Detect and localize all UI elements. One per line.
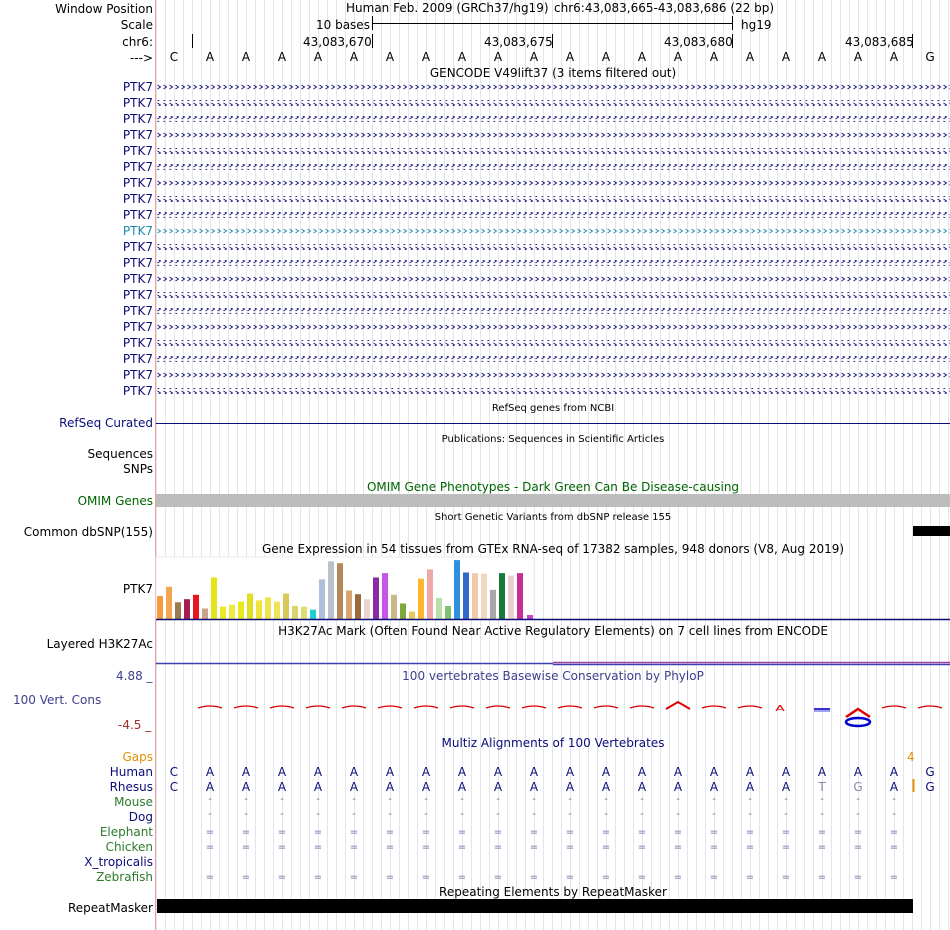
window-position-label: Window Position — [55, 2, 153, 16]
alignment-base: A — [421, 765, 431, 779]
alignment-base: - — [388, 809, 392, 820]
alignment-base: - — [640, 794, 644, 805]
base-letter: A — [421, 50, 431, 64]
alignment-base: G — [925, 765, 935, 779]
alignment-base: - — [244, 794, 248, 805]
alignment-base: - — [388, 794, 392, 805]
alignment-base: - — [208, 809, 212, 820]
alignment-base: = — [601, 842, 611, 853]
gencode-gene-label[interactable]: PTK7 — [122, 80, 153, 94]
alignment-base: - — [856, 809, 860, 820]
alignment-base: - — [676, 809, 680, 820]
gap-count: 4 — [907, 750, 915, 764]
alignment-base: - — [568, 809, 572, 820]
alignment-base: - — [640, 809, 644, 820]
alignment-base: A — [781, 765, 791, 779]
gencode-gene-label[interactable]: PTK7 — [122, 240, 153, 254]
gtex-track-label[interactable]: PTK7 — [122, 582, 153, 596]
alignment-base: A — [745, 780, 755, 794]
sequences-track-label[interactable]: Sequences — [87, 447, 153, 461]
base-letter: A — [349, 50, 359, 64]
alignment-base: A — [493, 765, 503, 779]
repeatmasker-element-bar[interactable] — [157, 899, 913, 913]
alignment-base: = — [745, 827, 755, 838]
base-letter: A — [889, 50, 899, 64]
gencode-gene-label[interactable]: PTK7 — [122, 176, 153, 190]
alignment-base: = — [349, 842, 359, 853]
alignment-base: A — [205, 780, 215, 794]
alignment-base: = — [277, 872, 287, 883]
dbsnp-track-label[interactable]: Common dbSNP(155) — [23, 525, 153, 539]
alignment-base: = — [889, 842, 899, 853]
species-label[interactable]: Human — [109, 765, 153, 779]
alignment-base: A — [421, 780, 431, 794]
gencode-gene-label[interactable]: PTK7 — [122, 304, 153, 318]
alignment-base: = — [781, 872, 791, 883]
alignment-base: = — [709, 842, 719, 853]
alignment-base: = — [565, 827, 575, 838]
alignment-base: = — [385, 842, 395, 853]
omim-track-title[interactable]: OMIM Gene Phenotypes - Dark Green Can Be Disease-causing — [366, 480, 740, 494]
alignment-base: - — [316, 809, 320, 820]
alignment-base: = — [529, 842, 539, 853]
alignment-base: = — [457, 872, 467, 883]
alignment-base: A — [601, 780, 611, 794]
coord-label: 43,083,680 — [664, 35, 733, 49]
alignment-base: = — [565, 872, 575, 883]
alignment-base: = — [349, 872, 359, 883]
dbsnp-track-title[interactable]: Short Genetic Variants from dbSNP release 155 — [434, 512, 672, 523]
multiz-track-title[interactable]: Multiz Alignments of 100 Vertebrates — [441, 736, 665, 750]
coord-label: 43,083,670 — [303, 35, 372, 49]
scale-text: 10 bases — [316, 18, 370, 32]
alignment-base: - — [244, 809, 248, 820]
alignment-base: - — [712, 794, 716, 805]
h3k27ac-track-title[interactable]: H3K27Ac Mark (Often Found Near Active Regulatory Elements) on 7 cell lines from ENCODE — [278, 624, 828, 638]
omim-track-label[interactable]: OMIM Genes — [77, 494, 153, 508]
snps-track-label[interactable]: SNPs — [123, 462, 153, 476]
alignment-base: A — [529, 780, 539, 794]
strand-label: ---> — [129, 51, 153, 65]
alignment-base: = — [565, 842, 575, 853]
base-letter: A — [637, 50, 647, 64]
alignment-base: - — [604, 794, 608, 805]
alignment-base: = — [421, 827, 431, 838]
position-readout: chr6:43,083,665-43,083,686 (22 bp) — [554, 1, 775, 15]
alignment-base: = — [241, 827, 251, 838]
alignment-base: = — [457, 827, 467, 838]
alignment-base: - — [424, 809, 428, 820]
phylop-track-title[interactable]: 100 vertebrates Basewise Conservation by PhyloP — [402, 669, 704, 683]
assembly-title: Human Feb. 2009 (GRCh37/hg19) — [346, 1, 549, 15]
gencode-gene-label[interactable]: PTK7 — [122, 208, 153, 222]
alignment-base: = — [493, 827, 503, 838]
publications-track-title[interactable]: Publications: Sequences in Scientific Articles — [441, 434, 665, 445]
gencode-gene-label[interactable]: PTK7 — [122, 96, 153, 110]
base-letter: A — [709, 50, 719, 64]
alignment-base: A — [529, 765, 539, 779]
alignment-base: = — [349, 827, 359, 838]
alignment-base: A — [313, 765, 323, 779]
base-letter: A — [313, 50, 323, 64]
base-letter: A — [817, 50, 827, 64]
alignment-base: A — [745, 765, 755, 779]
gencode-gene-label[interactable]: PTK7 — [122, 144, 153, 158]
alignment-base: A — [889, 765, 899, 779]
alignment-base: = — [205, 842, 215, 853]
gencode-gene-label[interactable]: PTK7 — [122, 368, 153, 382]
alignment-base: = — [781, 827, 791, 838]
h3k27ac-track-label[interactable]: Layered H3K27Ac — [46, 637, 153, 651]
scale-label: Scale — [120, 18, 153, 32]
alignment-base: - — [496, 809, 500, 820]
alignment-base: = — [529, 872, 539, 883]
alignment-base: - — [820, 794, 824, 805]
base-letter: C — [169, 50, 179, 64]
gencode-track-title[interactable]: GENCODE V49lift37 (3 items filtered out) — [429, 66, 677, 80]
alignment-base: = — [493, 842, 503, 853]
alignment-base: A — [457, 765, 467, 779]
alignment-base: A — [277, 765, 287, 779]
alignment-base: A — [853, 765, 863, 779]
alignment-base: - — [604, 809, 608, 820]
alignment-base: - — [892, 794, 896, 805]
alignment-base: A — [493, 780, 503, 794]
alignment-base: = — [313, 842, 323, 853]
alignment-base: = — [709, 872, 719, 883]
gencode-gene-label[interactable]: PTK7 — [122, 256, 153, 270]
alignment-base: A — [637, 765, 647, 779]
alignment-base: - — [676, 794, 680, 805]
base-letter: A — [565, 50, 575, 64]
gencode-gene-label[interactable]: PTK7 — [122, 288, 153, 302]
alignment-base: = — [277, 827, 287, 838]
alignment-base: A — [817, 765, 827, 779]
alignment-base: = — [853, 872, 863, 883]
alignment-base: A — [565, 765, 575, 779]
species-label[interactable]: Chicken — [105, 840, 153, 854]
species-label[interactable]: Rhesus — [109, 780, 153, 794]
gencode-gene-label[interactable]: PTK7 — [122, 192, 153, 206]
gencode-gene-label[interactable]: PTK7 — [122, 128, 153, 142]
refseq-track-title[interactable]: RefSeq genes from NCBI — [491, 403, 615, 414]
alignment-base: A — [385, 780, 395, 794]
alignment-base: = — [673, 827, 683, 838]
alignment-base: = — [817, 842, 827, 853]
alignment-base: = — [457, 842, 467, 853]
refseq-track-label[interactable]: RefSeq Curated — [59, 416, 153, 430]
alignment-base: = — [385, 872, 395, 883]
alignment-base: A — [709, 780, 719, 794]
base-letter: G — [925, 50, 935, 64]
species-label[interactable]: Elephant — [99, 825, 153, 839]
alignment-base: = — [241, 842, 251, 853]
alignment-base: - — [784, 794, 788, 805]
alignment-base: = — [745, 872, 755, 883]
alignment-base: = — [853, 842, 863, 853]
alignment-base: = — [673, 842, 683, 853]
alignment-base: - — [280, 794, 284, 805]
alignment-base: = — [637, 842, 647, 853]
alignment-base: = — [673, 872, 683, 883]
alignment-base: = — [421, 872, 431, 883]
alignment-base: A — [241, 780, 251, 794]
alignment-base: - — [892, 809, 896, 820]
gencode-gene-label[interactable]: PTK7 — [122, 272, 153, 286]
alignment-base: - — [424, 794, 428, 805]
gencode-gene-label[interactable]: PTK7 — [122, 160, 153, 174]
alignment-base: = — [853, 827, 863, 838]
alignment-base: = — [781, 842, 791, 853]
alignment-base: A — [637, 780, 647, 794]
gencode-gene-label[interactable]: PTK7 — [122, 112, 153, 126]
alignment-base: = — [313, 872, 323, 883]
alignment-base: = — [493, 872, 503, 883]
base-letter: A — [781, 50, 791, 64]
alignment-base: - — [352, 794, 356, 805]
base-letter: A — [853, 50, 863, 64]
alignment-base: A — [349, 765, 359, 779]
alignment-base: - — [532, 809, 536, 820]
alignment-base: = — [601, 872, 611, 883]
alignment-base: - — [568, 794, 572, 805]
alignment-base: A — [601, 765, 611, 779]
alignment-base: = — [889, 872, 899, 883]
alignment-base: G — [853, 780, 863, 794]
alignment-base: - — [820, 809, 824, 820]
base-letter: A — [745, 50, 755, 64]
species-label[interactable]: Zebrafish — [96, 870, 153, 884]
alignment-base: C — [169, 765, 179, 779]
coord-label: 43,083,685 — [845, 35, 914, 49]
base-letter: A — [385, 50, 395, 64]
alignment-base: = — [709, 827, 719, 838]
gtex-track-title[interactable]: Gene Expression in 54 tissues from GTEx RNA-seq of 17382 samples, 948 donors (V8, Aug 2019) — [261, 542, 845, 556]
alignment-base: G — [925, 780, 935, 794]
alignment-base: = — [313, 827, 323, 838]
chrom-label: chr6: — [122, 35, 153, 49]
alignment-base: - — [748, 809, 752, 820]
coord-label: 43,083,675 — [484, 35, 553, 49]
alignment-base: - — [748, 794, 752, 805]
alignment-base: - — [856, 794, 860, 805]
alignment-base: - — [460, 794, 464, 805]
alignment-base: A — [313, 780, 323, 794]
alignment-base: = — [385, 827, 395, 838]
alignment-base: = — [817, 872, 827, 883]
alignment-base: = — [205, 872, 215, 883]
gencode-gene-label[interactable]: PTK7 — [122, 352, 153, 366]
alignment-base: T — [818, 780, 826, 794]
alignment-base: - — [208, 794, 212, 805]
base-letter: A — [277, 50, 287, 64]
species-label[interactable]: Dog — [128, 810, 153, 824]
alignment-base: A — [457, 780, 467, 794]
alignment-base: C — [169, 780, 179, 794]
base-letter: A — [457, 50, 467, 64]
gencode-gene-label[interactable]: PTK7 — [122, 224, 153, 238]
alignment-base: = — [421, 842, 431, 853]
base-letter: A — [529, 50, 539, 64]
alignment-base: A — [241, 765, 251, 779]
alignment-base: - — [712, 809, 716, 820]
gaps-label: Gaps — [122, 750, 153, 764]
alignment-base: = — [529, 827, 539, 838]
alignment-base: - — [280, 809, 284, 820]
alignment-base: A — [277, 780, 287, 794]
alignment-base: A — [385, 765, 395, 779]
base-letter: A — [241, 50, 251, 64]
species-label[interactable]: Mouse — [114, 795, 153, 809]
alignment-base: = — [205, 827, 215, 838]
alignment-base: A — [565, 780, 575, 794]
alignment-base: - — [784, 809, 788, 820]
phylop-max-label: 4.88 _ — [116, 669, 153, 683]
alignment-base: - — [316, 794, 320, 805]
alignment-base: = — [601, 827, 611, 838]
alignment-base: = — [745, 842, 755, 853]
svg-text:A: A — [775, 704, 785, 714]
alignment-base: A — [889, 780, 899, 794]
alignment-base: A — [349, 780, 359, 794]
phylop-track-label[interactable]: 100 Vert. Cons — [13, 693, 102, 707]
gencode-gene-label[interactable]: PTK7 — [122, 384, 153, 398]
phylop-min-label: -4.5 _ — [118, 718, 152, 732]
alignment-base: = — [277, 842, 287, 853]
alignment-base: - — [532, 794, 536, 805]
alignment-base: = — [637, 872, 647, 883]
species-label[interactable]: X_tropicalis — [84, 855, 153, 869]
alignment-base: = — [637, 827, 647, 838]
alignment-base: A — [205, 765, 215, 779]
alignment-base: = — [817, 827, 827, 838]
alignment-base: = — [241, 872, 251, 883]
alignment-base: A — [709, 765, 719, 779]
gencode-gene-label[interactable]: PTK7 — [122, 336, 153, 350]
alignment-base: - — [496, 794, 500, 805]
alignment-base: A — [781, 780, 791, 794]
repeatmasker-track-title[interactable]: Repeating Elements by RepeatMasker — [439, 885, 667, 899]
gencode-gene-label[interactable]: PTK7 — [122, 320, 153, 334]
base-letter: A — [493, 50, 503, 64]
alignment-base: - — [352, 809, 356, 820]
alignment-base: A — [673, 765, 683, 779]
base-letter: A — [673, 50, 683, 64]
base-letter: A — [601, 50, 611, 64]
scale-db: hg19 — [741, 18, 772, 32]
base-letter: A — [205, 50, 215, 64]
alignment-base: A — [673, 780, 683, 794]
alignment-base: - — [460, 809, 464, 820]
alignment-base: = — [889, 827, 899, 838]
repeatmasker-track-label[interactable]: RepeatMasker — [67, 901, 153, 915]
